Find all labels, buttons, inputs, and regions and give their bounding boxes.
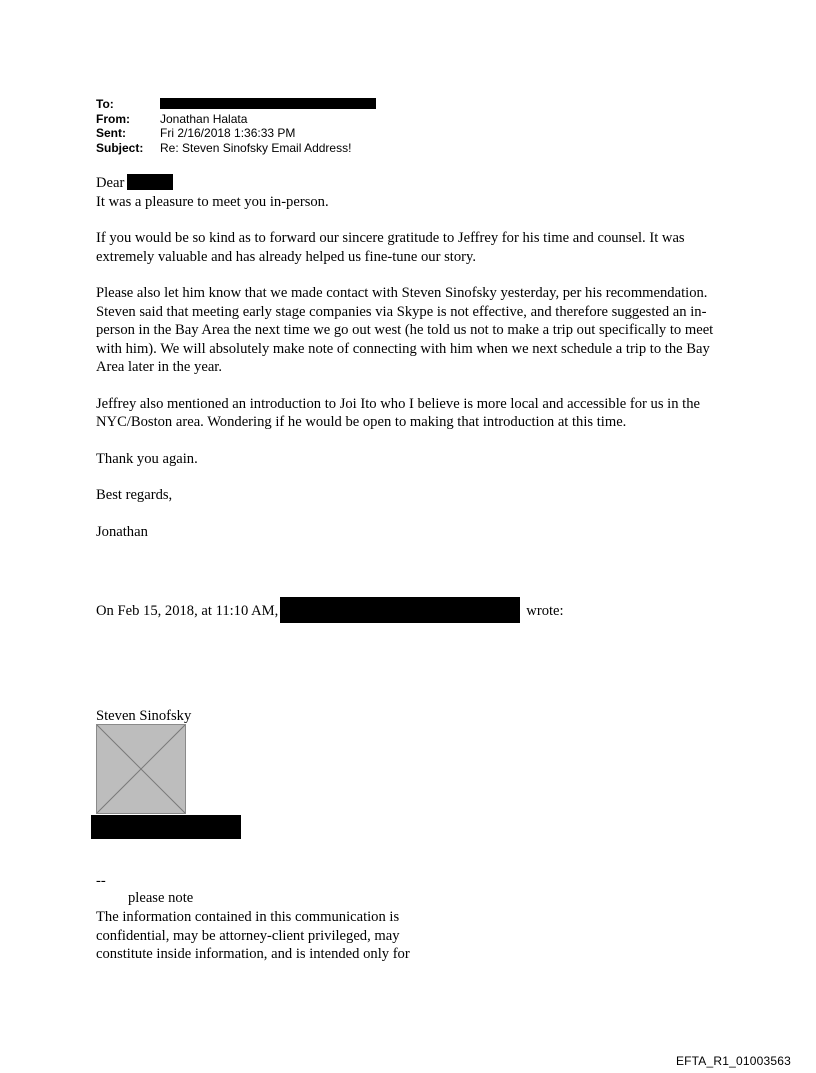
to-label: To:: [96, 97, 114, 111]
opening-line: It was a pleasure to meet you in-person.: [96, 193, 329, 210]
quoted-intro-line: [96, 597, 564, 623]
sender-redaction: [280, 597, 520, 623]
quoted-intro: On Feb 15, 2018, at 11:10 AM,: [96, 603, 279, 619]
paragraph-contact: Please also let him know that we made contact with Steven Sinofsky yesterday, per his recommendation. Steven said that meeting early stage companies via Skype is not effective, and therefore suggested an in-person in the Bay Area the next time we go out west (he told us not to make a trip out specifically to meet with him). We will absolutely make note of connecting with him when we next schedule a trip to the Bay Area later in the year.: [96, 285, 714, 375]
sent-label: Sent:: [96, 126, 126, 140]
subject-value: Re: Steven Sinofsky Email Address!: [160, 140, 352, 155]
signature-name: Steven Sinofsky: [96, 708, 192, 724]
email-header: [96, 97, 376, 155]
document-id: EFTA_R1_01003563: [675, 1054, 791, 1068]
confidentiality-notice: The information contained in this communication is confidential, may be attorney-client privileged, may constitute inside information, and is intended only for: [96, 909, 410, 962]
sent-value: Fri 2/16/2018 1:36:33 PM: [160, 126, 296, 140]
from-label: From:: [96, 111, 130, 126]
from-value: Jonathan Halata: [160, 111, 248, 126]
subject-row: [96, 141, 376, 156]
signoff-line: Jonathan: [96, 523, 148, 540]
greeting-line: [96, 174, 736, 193]
to-redaction: [160, 98, 376, 109]
signature-separator: --: [96, 873, 106, 889]
signature-redaction: [91, 815, 241, 839]
thanks-line: Thank you again.: [96, 450, 198, 467]
greeting: Dear: [96, 175, 125, 191]
paragraph-introduction: Jeffrey also mentioned an introduction to Joi Ito who I believe is more local and accessible for us in the NYC/Boston area. Wondering if he would be open to making that introduction at this time.: [96, 395, 700, 430]
sent-row: [96, 126, 376, 141]
recipient-name-redaction: [127, 174, 173, 190]
to-row: [96, 97, 376, 112]
subject-label: Subject:: [96, 140, 144, 155]
email-body: [96, 174, 736, 559]
please-note: please note: [128, 890, 194, 906]
from-row: [96, 112, 376, 127]
paragraph-gratitude: If you would be so kind as to forward our sincere gratitude to Jeffrey for his time and counsel. It was extremely valuable and has already helped us fine-tune our story.: [96, 230, 685, 265]
quoted-wrote: wrote:: [526, 603, 564, 619]
signature-image-placeholder-icon: [96, 724, 186, 814]
closing-line: Best regards,: [96, 487, 173, 503]
